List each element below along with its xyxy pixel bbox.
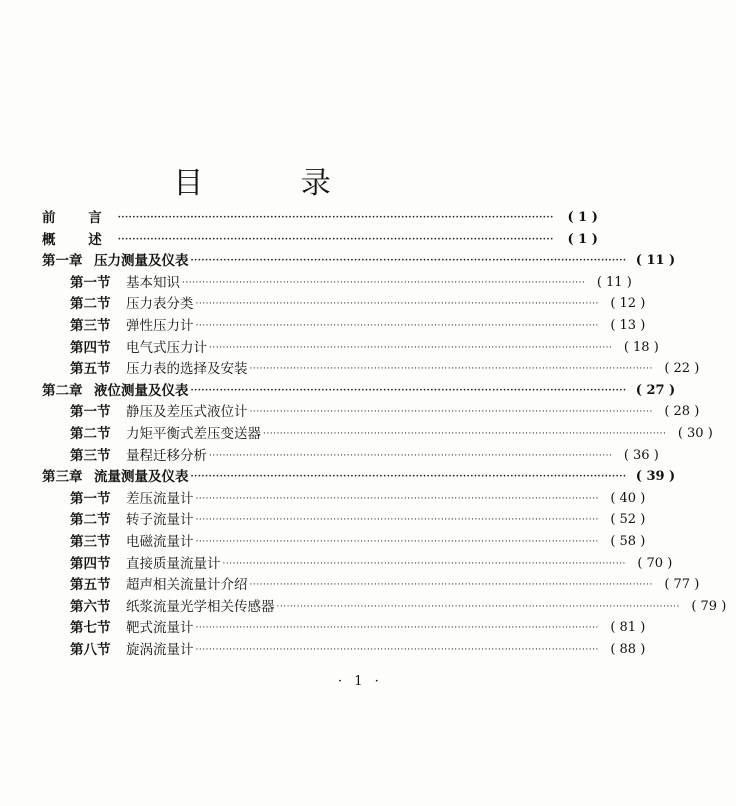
toc-chapter-entry[interactable] — [42, 251, 676, 271]
toc-entry-number: 第二节 — [70, 512, 111, 529]
dot-leader: ························································································································ — [195, 537, 599, 547]
toc-entry-title: 弹性压力计 — [126, 318, 194, 334]
toc-entry-number: 第三节 — [70, 318, 111, 334]
toc-entry-number: 第五节 — [70, 361, 111, 378]
toc-section-entry[interactable] — [70, 575, 700, 595]
toc-entry-title: 电磁流量计 — [126, 534, 194, 550]
toc-entry-number: 第三章 — [42, 469, 83, 486]
toc-section-entry[interactable] — [70, 359, 700, 379]
dot-leader: ························································································································ — [209, 450, 613, 461]
toc-entry-title: 差压流量计 — [126, 490, 194, 507]
toc-page-number: ( 11 ) — [596, 274, 632, 290]
dot-leader: ························································································································ — [222, 558, 626, 569]
toc-entry-title: 力矩平衡式差压变送器 — [126, 426, 261, 442]
dot-leader: ························································································································ — [195, 623, 599, 634]
toc-page-number: ( 1 ) — [567, 210, 598, 225]
dot-leader: ························································································································ — [249, 407, 653, 418]
dot-leader: ························································································································ — [117, 213, 554, 223]
toc-page-number: ( 88 ) — [610, 642, 646, 657]
toc-entry-number: 第三节 — [70, 447, 111, 464]
toc-entry-number: 第二节 — [70, 296, 111, 313]
toc-entry-title: 量程迁移分析 — [126, 447, 207, 464]
toc-page-number: ( 70 ) — [637, 555, 673, 571]
toc-entry-number: 第一章 — [42, 253, 83, 270]
toc-section-entry[interactable] — [70, 510, 646, 530]
toc-entry-label: 概 述 — [42, 231, 116, 248]
dot-leader: ························································································································ — [117, 234, 554, 245]
dot-leader: ························································································································ — [276, 601, 680, 612]
dot-leader: ························································································································ — [195, 321, 599, 331]
toc-page-number: ( 58 ) — [610, 534, 646, 549]
dot-leader: ························································································································ — [190, 256, 627, 267]
dot-leader: ························································································································ — [249, 364, 653, 375]
toc-entry-number: 第一节 — [70, 274, 111, 291]
toc-section-entry[interactable] — [70, 446, 659, 466]
toc-chapter-entry[interactable] — [42, 381, 676, 401]
dot-leader: ························································································································ — [249, 580, 653, 591]
toc-entry-number: 第二节 — [70, 426, 111, 442]
toc-entry-title: 电气式压力计 — [126, 339, 207, 356]
toc-page-number: ( 30 ) — [677, 426, 713, 441]
toc-entry-number: 第一节 — [70, 490, 111, 507]
toc-entry-title: 液位测量及仪表 — [94, 382, 189, 399]
toc-page-number: ( 52 ) — [610, 512, 646, 528]
toc-entry-title: 压力测量及仪表 — [94, 253, 189, 270]
toc-entry-title: 基本知识 — [126, 274, 180, 291]
toc-entry-title: 压力表分类 — [126, 296, 194, 313]
toc-section-entry[interactable] — [70, 273, 632, 293]
toc-entry-number: 第二章 — [42, 382, 83, 399]
toc-entry-title: 超声相关流量计介绍 — [126, 577, 248, 594]
page-title: 目 录 — [173, 166, 375, 202]
toc-entry-number: 第四节 — [70, 339, 111, 356]
toc-entry-title: 纸浆流量光学相关传感器 — [126, 598, 275, 615]
dot-leader: ························································································································ — [195, 493, 599, 504]
dot-leader: ························································································································ — [263, 429, 667, 439]
toc-page-number: ( 81 ) — [610, 620, 646, 636]
toc-section-entry[interactable] — [70, 489, 646, 509]
dot-leader: ························································································································ — [190, 472, 627, 483]
toc-page-number: ( 77 ) — [664, 577, 700, 593]
toc-page-number: ( 22 ) — [664, 361, 700, 377]
toc-chapter-entry[interactable] — [42, 208, 598, 228]
toc-entry-title: 压力表的选择及安装 — [126, 361, 248, 378]
toc-entry-number: 第七节 — [70, 620, 111, 637]
toc-page-number: ( 36 ) — [623, 447, 659, 463]
toc-page-number: ( 79 ) — [691, 598, 727, 614]
toc-section-entry[interactable] — [70, 640, 646, 660]
toc-section-entry[interactable] — [70, 532, 646, 552]
page-number: · 1 · — [338, 674, 383, 689]
toc-section-entry[interactable] — [70, 338, 659, 358]
toc-section-entry[interactable] — [70, 402, 700, 422]
toc-section-entry[interactable] — [70, 554, 673, 574]
toc-entry-title: 直接质量流量计 — [126, 555, 221, 572]
toc-section-entry[interactable] — [70, 618, 646, 638]
toc-page-number: ( 27 ) — [635, 382, 676, 398]
dot-leader: ························································································································ — [182, 277, 586, 288]
toc-page-number: ( 39 ) — [635, 469, 676, 485]
dot-leader: ························································································································ — [209, 342, 613, 353]
toc-entry-title: 静压及差压式液位计 — [126, 404, 248, 421]
toc-chapter-entry[interactable] — [42, 467, 676, 487]
toc-entry-number: 第八节 — [70, 642, 111, 658]
toc-entry-number: 第一节 — [70, 404, 111, 421]
toc-entry-title: 流量测量及仪表 — [94, 469, 189, 486]
toc-chapter-entry[interactable] — [42, 230, 598, 250]
dot-leader: ························································································································ — [195, 515, 599, 526]
dot-leader: ························································································································ — [195, 299, 599, 310]
dot-leader: ························································································································ — [195, 645, 599, 655]
toc-entry-number: 第五节 — [70, 577, 111, 594]
toc-entry-title: 靶式流量计 — [126, 620, 194, 637]
toc-page-number: ( 1 ) — [567, 231, 598, 247]
toc-entry-title: 旋涡流量计 — [126, 642, 194, 658]
toc-entry-number: 第三节 — [70, 534, 111, 550]
toc-entry-number: 第四节 — [70, 555, 111, 572]
toc-section-entry[interactable] — [70, 424, 713, 444]
toc-section-entry[interactable] — [70, 294, 646, 314]
toc-entry-title: 转子流量计 — [126, 512, 194, 529]
toc-page-number: ( 28 ) — [664, 404, 700, 420]
toc-section-entry[interactable] — [70, 316, 646, 336]
toc-entry-number: 第六节 — [70, 598, 111, 615]
toc-entry-label: 前 言 — [42, 210, 116, 226]
dot-leader: ························································································································ — [190, 385, 627, 396]
toc-section-entry[interactable] — [70, 597, 727, 617]
toc-page-number: ( 13 ) — [610, 318, 646, 333]
toc-page-number: ( 12 ) — [610, 296, 646, 312]
toc-page-number: ( 40 ) — [610, 490, 646, 506]
toc-page-number: ( 18 ) — [623, 339, 659, 355]
toc-page-number: ( 11 ) — [635, 253, 676, 269]
